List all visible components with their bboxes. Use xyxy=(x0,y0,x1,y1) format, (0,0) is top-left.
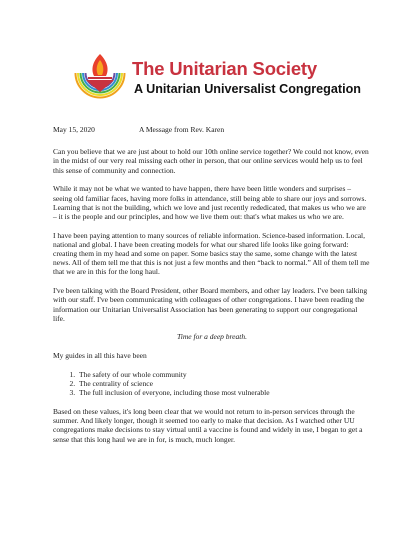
letter-body xyxy=(53,125,371,453)
list-item: 2. The centrality of science xyxy=(77,379,371,388)
letter-date: May 15, 2020 xyxy=(53,125,95,134)
letter-heading: A Message from Rev. Karen xyxy=(139,125,225,134)
org-name: The Unitarian Society xyxy=(132,58,317,79)
paragraph: Can you believe that we are just about to hold our 10th online service together? We could not know, even in the midst of our very real missing each other in person, that our online services would help us to feel this sense of community and connection. xyxy=(53,147,369,175)
letter-meta xyxy=(53,125,371,134)
list-item: 1. The safety of our whole community xyxy=(77,370,371,379)
paragraph: I have been paying attention to many sources of reliable information. Science-based information. Local, national and global. I have been creating models for what our shared life looks like going forward: creating them in my head and some on paper. Some basics stay the same, some change with the latest news. All of them tell me that this is not just a few months and then “back to normal.” All of them tell me that we are in this for the long haul. xyxy=(53,230,370,277)
list-item: 3. The full inclusion of everyone, including those most vulnerable xyxy=(77,388,371,397)
breath-line: Time for a deep breath. xyxy=(177,332,247,342)
flaming-chalice-icon xyxy=(71,46,129,100)
paragraph: Based on these values, it's long been clear that we would not return to in-person services through the summer. And likely longer, though it seemed too early to make that decision. As I watched other UU congregations make decisions to stay virtual until a vaccine is found and widely in use, I began to get a sense that this long haul we are in for, is much, much longer. xyxy=(53,406,363,444)
guides-list xyxy=(53,370,371,398)
guides-intro: My guides in all this have been xyxy=(53,351,147,361)
paragraph: I've been talking with the Board President, other Board members, and other lay leaders. I've been talking with our staff. I've been communicating with colleagues of other congregations. I have been reading the information our Unitarian Universalist Association has been generating to support our congregational life. xyxy=(53,286,368,323)
paragraph: While it may not be what we wanted to have happen, there have been little wonders and surprises – seeing old familiar faces, having more folks in attendance, still being able to share our joys and sorrows. Learning that is not the building, which we love and just recently rededicated, that makes us who we are – it is the people and our principles, and how we live them out: that's what makes us who we are. xyxy=(53,184,367,221)
org-subtitle: A Unitarian Universalist Congregation xyxy=(134,82,361,96)
